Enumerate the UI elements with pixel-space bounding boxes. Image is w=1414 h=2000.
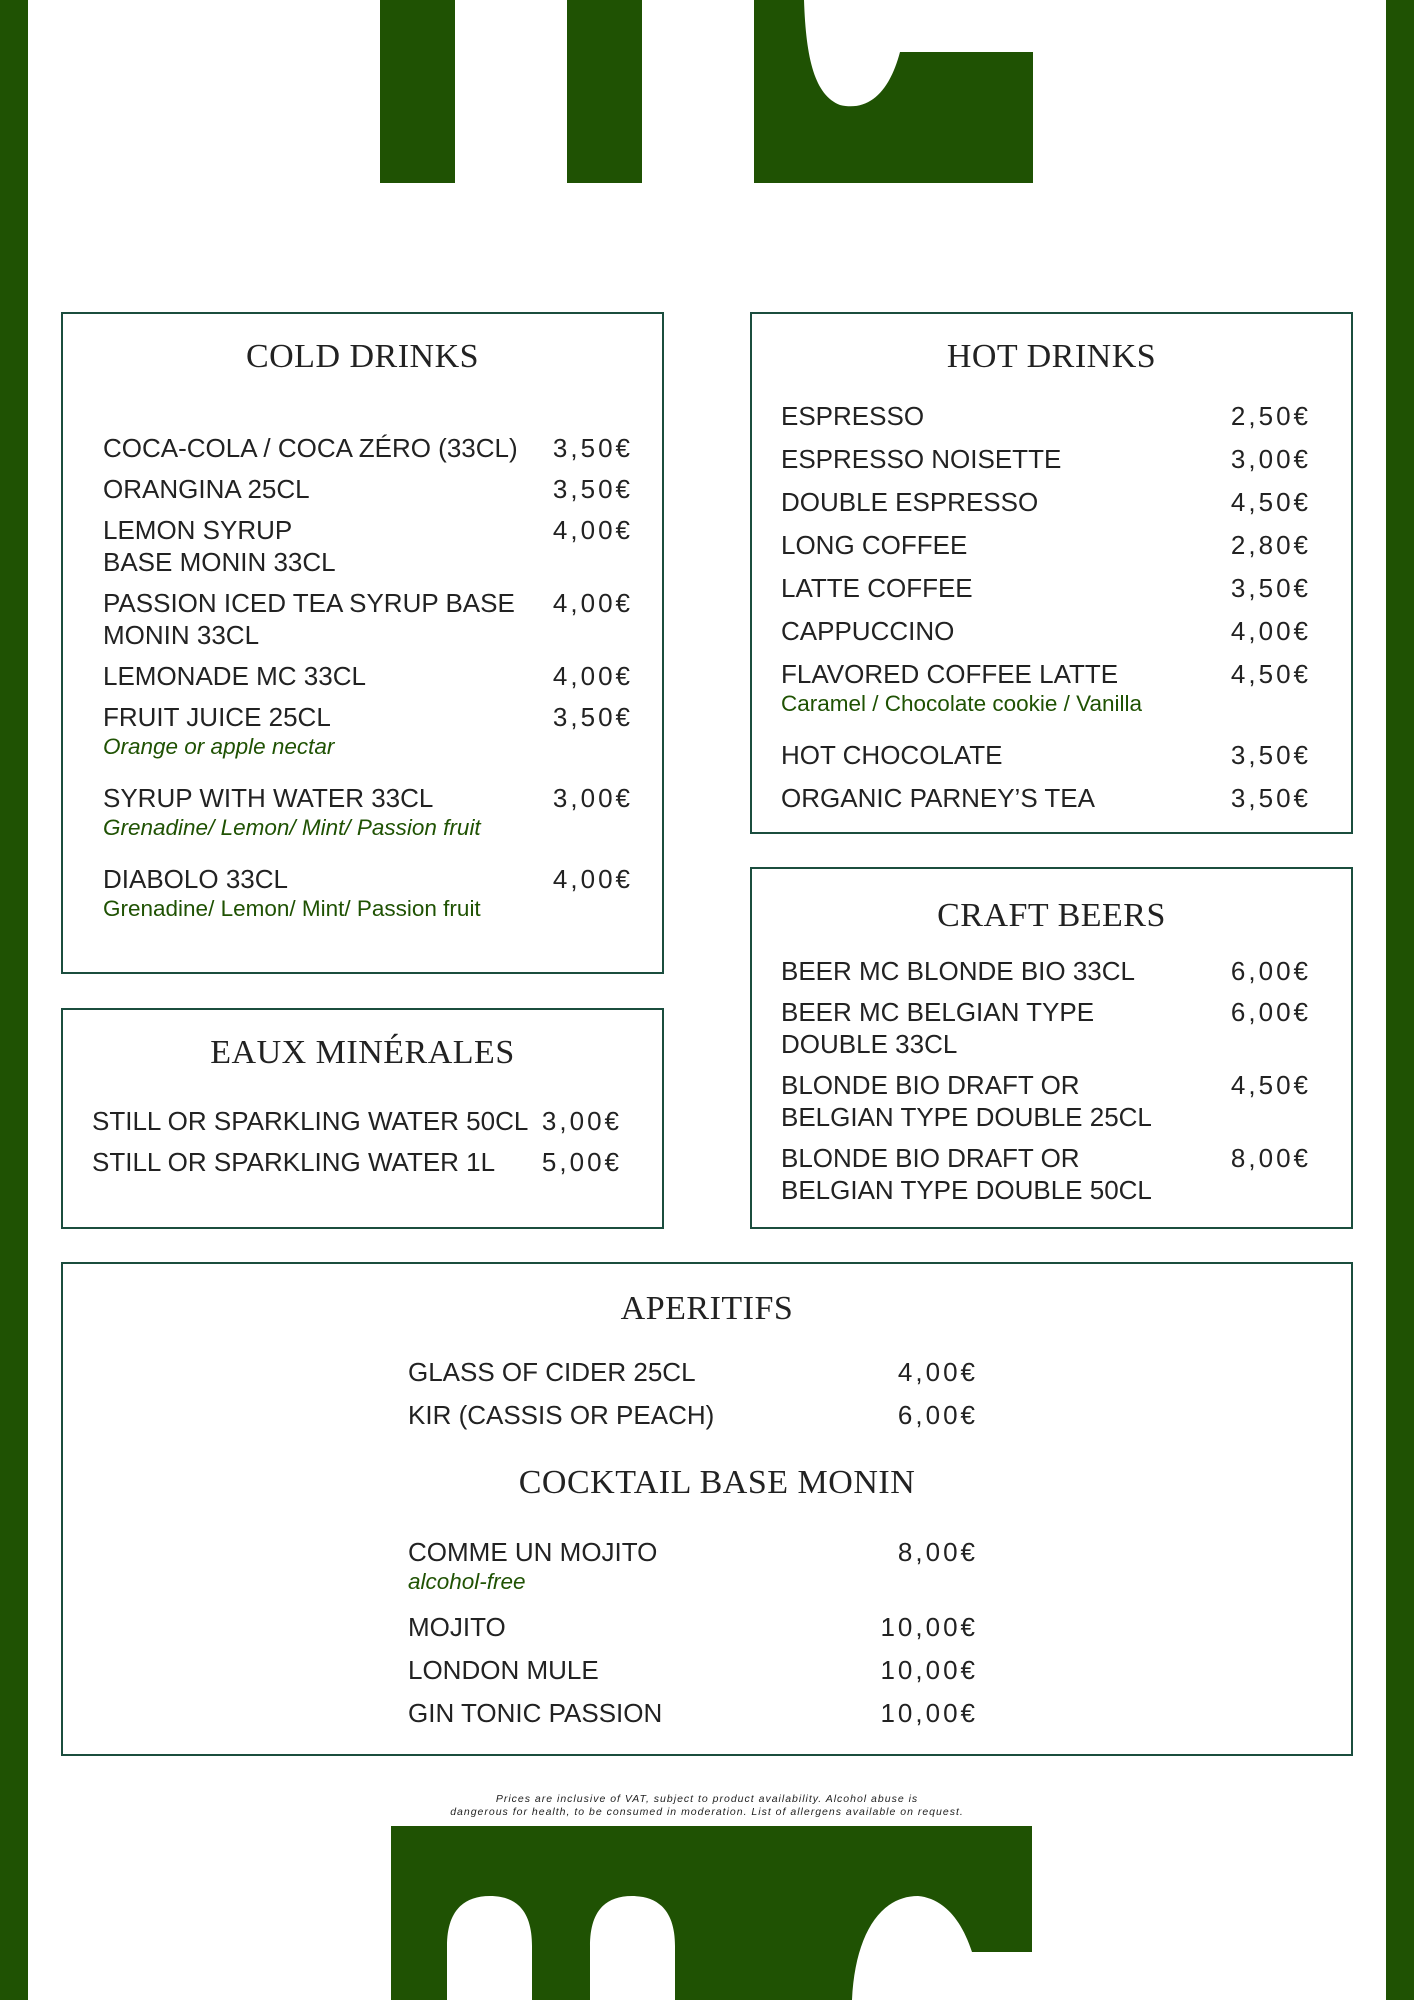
menu-item-name-block bbox=[408, 1654, 599, 1686]
menu-item-price: 4,50€ bbox=[1230, 1070, 1311, 1100]
menu-item-price: 10,00€ bbox=[880, 1655, 978, 1685]
menu-item-price: 3,00€ bbox=[541, 1106, 622, 1136]
menu-item-description: Grenadine/ Lemon/ Mint/ Passion fruit bbox=[103, 896, 481, 921]
menu-item-name: LEMONADE MC 33CL bbox=[103, 661, 366, 691]
menu-item-name: ESPRESSO NOISETTE bbox=[781, 444, 1062, 474]
menu-item-name: MOJITO bbox=[408, 1612, 506, 1642]
menu-item-name-block bbox=[781, 658, 1142, 718]
menu-item-price: 3,50€ bbox=[1230, 573, 1311, 603]
section-title: APERITIFS bbox=[620, 1290, 794, 1327]
menu-item-row bbox=[408, 1536, 978, 1596]
menu-item-name: BASE MONIN 33CL bbox=[103, 547, 336, 577]
menu-item-name-block bbox=[103, 782, 481, 842]
menu-item-name: DOUBLE 33CL bbox=[781, 1029, 958, 1059]
menu-item-name: FRUIT JUICE 25CL bbox=[103, 702, 331, 732]
menu-item-name: CAPPUCCINO bbox=[781, 616, 955, 646]
footer-note bbox=[0, 1793, 1414, 1819]
menu-item-row bbox=[781, 658, 1311, 718]
menu-item-row bbox=[103, 432, 633, 464]
menu-item-price: 6,00€ bbox=[897, 1400, 978, 1430]
menu-item-price: 3,00€ bbox=[1230, 444, 1311, 474]
logo-m-stem-right bbox=[567, 0, 642, 183]
craft-beers-section bbox=[750, 867, 1353, 1229]
menu-item-row bbox=[103, 782, 633, 842]
menu-item-name: GIN TONIC PASSION bbox=[408, 1698, 663, 1728]
menu-item-name-block bbox=[103, 660, 366, 692]
menu-item-name-block bbox=[781, 1142, 1152, 1206]
menu-item-name-block bbox=[781, 996, 1094, 1060]
menu-item-name-block bbox=[781, 572, 973, 604]
menu-item-price: 3,50€ bbox=[552, 702, 633, 732]
menu-item-name-block bbox=[408, 1536, 657, 1596]
menu-item-price: 3,50€ bbox=[552, 433, 633, 463]
mc-logo-bottom bbox=[380, 1820, 1040, 2000]
menu-item-price: 8,00€ bbox=[1230, 1143, 1311, 1173]
mineral-waters-section bbox=[61, 1008, 664, 1229]
menu-item-name: COMME UN MOJITO bbox=[408, 1537, 658, 1567]
menu-item-name-block bbox=[103, 473, 310, 505]
menu-item-row bbox=[781, 1069, 1311, 1133]
menu-item-price: 5,00€ bbox=[541, 1147, 622, 1177]
menu-item-name-block bbox=[103, 701, 334, 761]
footer-note-line-2: dangerous for health, to be consumed in moderation. List of allergens available on request. bbox=[450, 1806, 964, 1818]
menu-item-price: 2,80€ bbox=[1230, 530, 1311, 560]
menu-item-price: 3,50€ bbox=[1230, 783, 1311, 813]
menu-item-name: FLAVORED COFFEE LATTE bbox=[781, 659, 1119, 689]
menu-item-name-block bbox=[103, 863, 481, 923]
menu-item-price: 6,00€ bbox=[1230, 997, 1311, 1027]
menu-item-row bbox=[781, 782, 1311, 814]
menu-item-name-block bbox=[781, 400, 924, 432]
menu-item-price: 4,00€ bbox=[552, 515, 633, 545]
menu-item-row bbox=[92, 1105, 622, 1137]
menu-item-name-block bbox=[103, 514, 336, 578]
logo-mc-top bbox=[391, 1826, 1032, 2000]
menu-item-price: 8,00€ bbox=[897, 1537, 978, 1567]
menu-item-description: Grenadine/ Lemon/ Mint/ Passion fruit bbox=[103, 815, 481, 840]
mc-logo-top bbox=[370, 0, 1040, 190]
menu-item-name-block bbox=[408, 1697, 662, 1729]
menu-item-name-block bbox=[103, 432, 518, 464]
logo-m-stem-left bbox=[380, 0, 455, 183]
menu-item-name: ORANGINA 25CL bbox=[103, 474, 310, 504]
menu-item-name: ESPRESSO bbox=[781, 401, 925, 431]
menu-item-price: 3,50€ bbox=[1230, 740, 1311, 770]
menu-item-name: KIR (CASSIS OR PEACH) bbox=[408, 1400, 715, 1430]
hot-drinks-section bbox=[750, 312, 1353, 834]
menu-item-row bbox=[103, 701, 633, 761]
menu-item-name: LONDON MULE bbox=[408, 1655, 599, 1685]
menu-item-row bbox=[781, 996, 1311, 1060]
menu-item-row bbox=[781, 739, 1311, 771]
menu-item-row bbox=[781, 572, 1311, 604]
menu-item-price: 4,50€ bbox=[1230, 659, 1311, 689]
logo-c-base bbox=[754, 0, 1033, 183]
menu-item-name-block bbox=[408, 1356, 696, 1388]
menu-item-row bbox=[103, 587, 633, 651]
menu-item-name-block bbox=[408, 1399, 714, 1431]
menu-item-row bbox=[781, 615, 1311, 647]
menu-item-row bbox=[408, 1654, 978, 1686]
menu-item-name-block bbox=[103, 587, 515, 651]
menu-item-price: 4,00€ bbox=[552, 864, 633, 894]
menu-item-row bbox=[781, 486, 1311, 518]
menu-item-name-block bbox=[92, 1146, 495, 1178]
menu-item-name-block bbox=[781, 486, 1038, 518]
section-title: CRAFT BEERS bbox=[937, 897, 1166, 934]
menu-item-row bbox=[103, 473, 633, 505]
menu-item-price: 4,00€ bbox=[552, 661, 633, 691]
menu-item-row bbox=[92, 1146, 622, 1178]
menu-item-name-block bbox=[781, 782, 1095, 814]
menu-item-price: 10,00€ bbox=[880, 1698, 978, 1728]
menu-item-row bbox=[103, 863, 633, 923]
menu-item-name-block bbox=[781, 955, 1135, 987]
menu-item-row bbox=[781, 529, 1311, 561]
footer-note-line-1: Prices are inclusive of VAT, subject to product availability. Alcohol abuse is bbox=[495, 1793, 919, 1805]
menu-item-price: 6,00€ bbox=[1230, 956, 1311, 986]
menu-item-name: COCA-COLA / COCA ZÉRO (33CL) bbox=[103, 433, 518, 463]
menu-item-name: BELGIAN TYPE DOUBLE 50CL bbox=[781, 1175, 1152, 1205]
section-title: COLD DRINKS bbox=[245, 338, 480, 375]
menu-item-name: STILL OR SPARKLING WATER 50CL bbox=[92, 1106, 529, 1136]
menu-item-name-block bbox=[781, 615, 954, 647]
menu-item-description: alcohol-free bbox=[408, 1569, 526, 1594]
menu-item-name: MONIN 33CL bbox=[103, 620, 260, 650]
cold-drinks-section bbox=[61, 312, 664, 974]
aperitifs-section bbox=[61, 1262, 1353, 1756]
menu-item-name: GLASS OF CIDER 25CL bbox=[408, 1357, 696, 1387]
section-title: EAUX MINÉRALES bbox=[210, 1034, 515, 1071]
menu-item-name-block bbox=[781, 529, 967, 561]
menu-item-name: LONG COFFEE bbox=[781, 530, 968, 560]
menu-item-row bbox=[781, 955, 1311, 987]
menu-item-row bbox=[408, 1697, 978, 1729]
menu-item-name: BELGIAN TYPE DOUBLE 25CL bbox=[781, 1102, 1152, 1132]
right-green-bar bbox=[1386, 0, 1414, 2000]
menu-item-name: PASSION ICED TEA SYRUP BASE bbox=[103, 588, 515, 618]
menu-item-name-block bbox=[781, 1069, 1152, 1133]
menu-item-price: 10,00€ bbox=[880, 1612, 978, 1642]
menu-item-name: LEMON SYRUP bbox=[103, 515, 293, 545]
menu-item-name: BEER MC BELGIAN TYPE bbox=[781, 997, 1095, 1027]
menu-item-name: SYRUP WITH WATER 33CL bbox=[103, 783, 434, 813]
menu-item-row bbox=[103, 514, 633, 578]
menu-item-name-block bbox=[781, 443, 1061, 475]
menu-item-row bbox=[408, 1399, 978, 1431]
menu-item-row bbox=[408, 1356, 978, 1388]
cocktails-title: COCKTAIL BASE MONIN bbox=[518, 1464, 916, 1501]
menu-item-name: HOT CHOCOLATE bbox=[781, 740, 1003, 770]
menu-item-price: 4,50€ bbox=[1230, 487, 1311, 517]
menu-item-price: 3,00€ bbox=[552, 783, 633, 813]
menu-item-name-block bbox=[781, 739, 1003, 771]
menu-item-price: 2,50€ bbox=[1230, 401, 1311, 431]
menu-item-price: 4,00€ bbox=[897, 1357, 978, 1387]
section-title: HOT DRINKS bbox=[946, 338, 1157, 375]
left-green-bar bbox=[0, 0, 28, 2000]
menu-item-description: Caramel / Chocolate cookie / Vanilla bbox=[781, 691, 1143, 716]
menu-item-row bbox=[781, 1142, 1311, 1206]
menu-item-name-block bbox=[408, 1611, 506, 1643]
menu-item-name: BLONDE BIO DRAFT OR bbox=[781, 1070, 1080, 1100]
menu-item-name: DIABOLO 33CL bbox=[103, 864, 288, 894]
menu-item-row bbox=[408, 1611, 978, 1643]
menu-item-name: DOUBLE ESPRESSO bbox=[781, 487, 1039, 517]
menu-item-price: 3,50€ bbox=[552, 474, 633, 504]
menu-item-row bbox=[781, 443, 1311, 475]
menu-item-row bbox=[103, 660, 633, 692]
menu-item-name: ORGANIC PARNEY’S TEA bbox=[781, 783, 1095, 813]
menu-item-name-block bbox=[92, 1105, 528, 1137]
menu-item-description: Orange or apple nectar bbox=[103, 734, 335, 759]
menu-item-price: 4,00€ bbox=[552, 588, 633, 618]
menu-item-name: STILL OR SPARKLING WATER 1L bbox=[92, 1147, 496, 1177]
menu-item-name: LATTE COFFEE bbox=[781, 573, 973, 603]
menu-item-row bbox=[781, 400, 1311, 432]
menu-item-price: 4,00€ bbox=[1230, 616, 1311, 646]
menu-item-name: BEER MC BLONDE BIO 33CL bbox=[781, 956, 1135, 986]
menu-item-name: BLONDE BIO DRAFT OR bbox=[781, 1143, 1080, 1173]
